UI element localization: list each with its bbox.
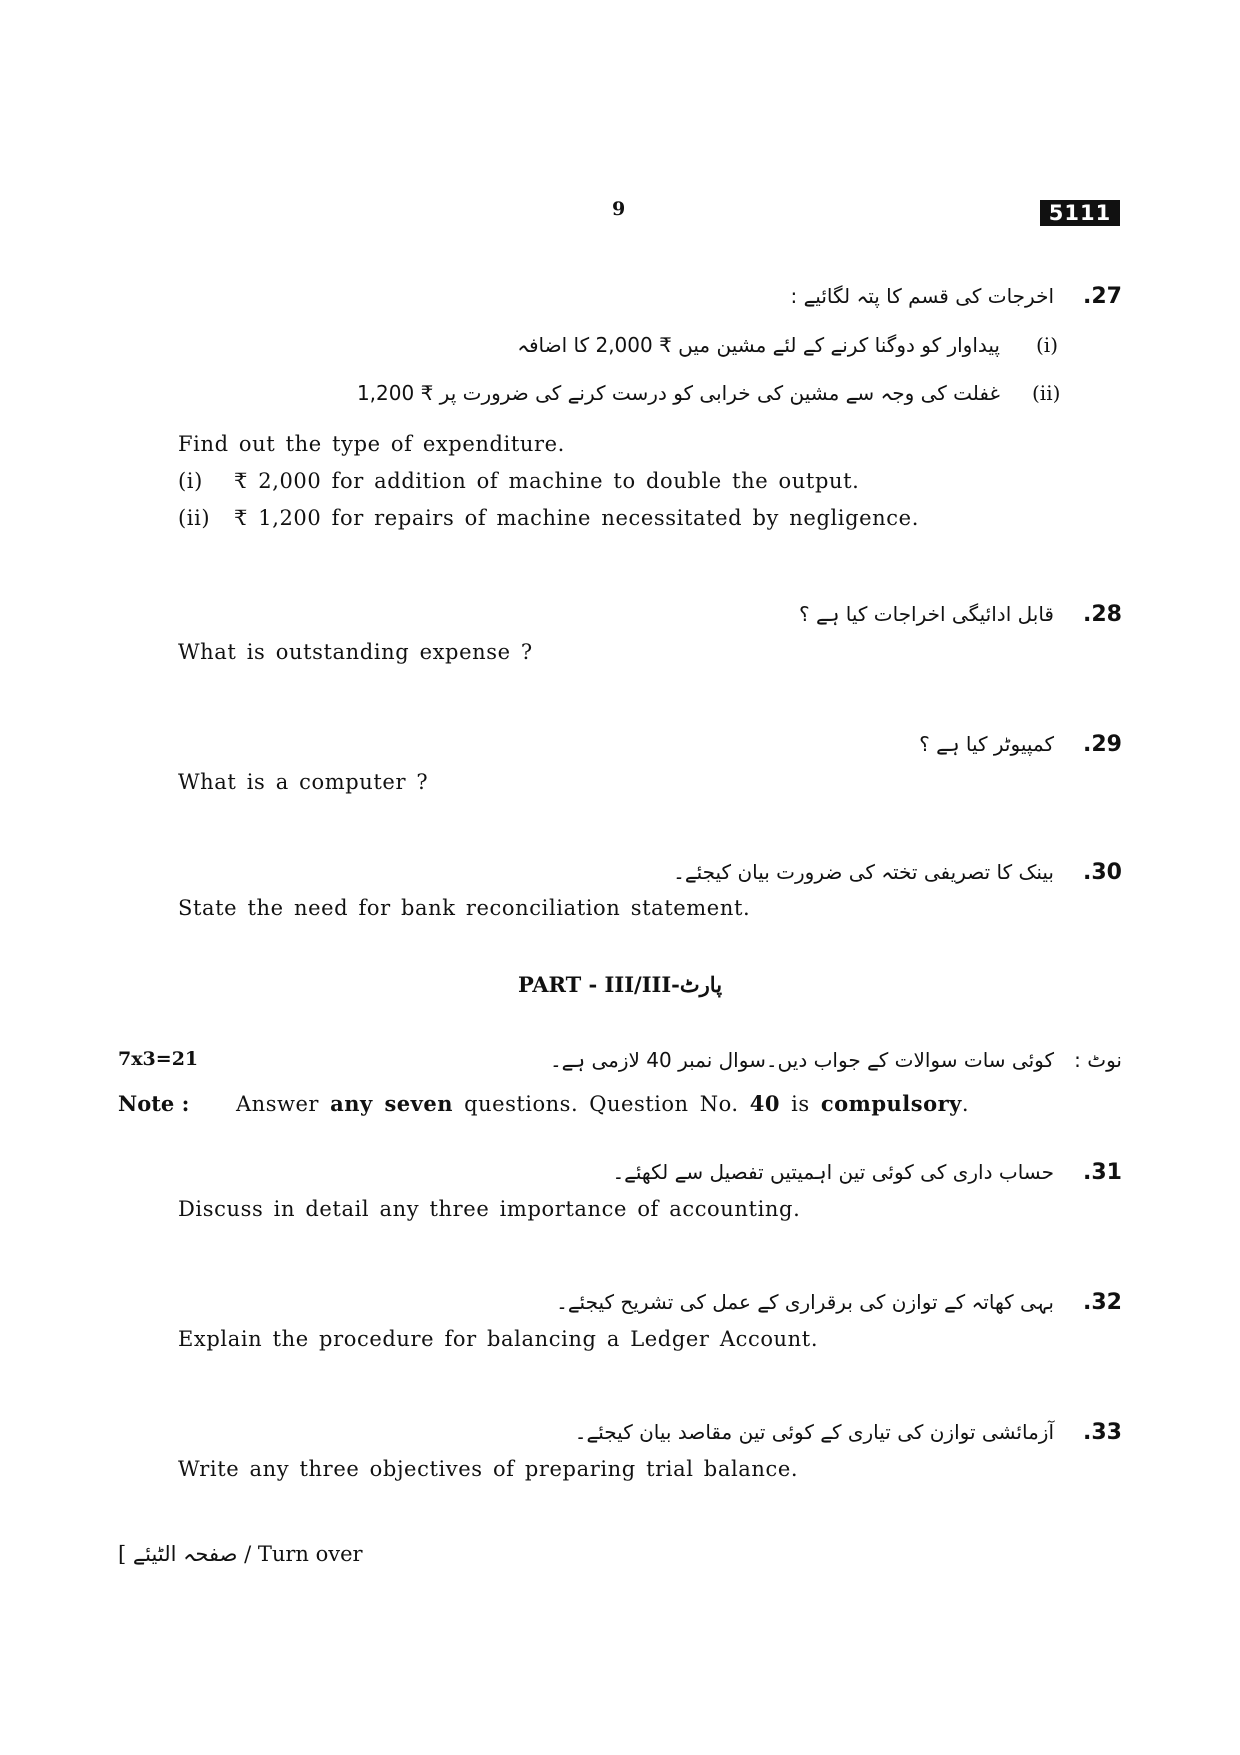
question-27-i-label: (i) bbox=[178, 469, 203, 493]
question-28-urdu: قابل ادائیگی اخراجات کیا ہے ؟ bbox=[799, 602, 1054, 626]
question-27-urdu-ii-label: (ii) bbox=[1032, 381, 1061, 405]
marks-allocation: 7x3=21 bbox=[118, 1048, 199, 1070]
question-29-urdu: کمپیوٹر کیا ہے ؟ bbox=[919, 732, 1054, 756]
turn-over-footer: [ صفحہ الٹیئے / Turn over bbox=[118, 1542, 363, 1566]
page-number: 9 bbox=[612, 198, 626, 220]
urdu-note-text: کوئی سات سوالات کے جواب دیں۔سوال نمبر 40 لازمی ہے۔ bbox=[549, 1048, 1054, 1072]
part-heading: PART - III/III-پارٹ bbox=[517, 972, 723, 997]
question-27-urdu-i-label: (i) bbox=[1036, 333, 1059, 357]
question-number-30: .30 bbox=[1083, 860, 1122, 885]
question-27-i-text: ₹ 2,000 for addition of machine to double the output. bbox=[234, 469, 860, 493]
question-31-english: Discuss in detail any three importance of accounting. bbox=[178, 1197, 801, 1221]
question-27-urdu: اخرجات کی قسم کا پتہ لگائیے : bbox=[790, 284, 1054, 308]
question-30-english: State the need for bank reconciliation statement. bbox=[178, 896, 751, 920]
question-32-urdu: بہی کھاتہ کے توازن کی برقراری کے عمل کی تشریح کیجئے۔ bbox=[556, 1290, 1054, 1314]
question-number-32: .32 bbox=[1083, 1290, 1122, 1315]
question-number-31: .31 bbox=[1083, 1160, 1122, 1185]
paper-code-badge: 5111 bbox=[1040, 200, 1120, 226]
question-28-english: What is outstanding expense ? bbox=[178, 640, 533, 664]
question-27-ii-text: ₹ 1,200 for repairs of machine necessitated by negligence. bbox=[234, 506, 919, 530]
question-27-english: Find out the type of expenditure. bbox=[178, 432, 565, 456]
question-number-29: .29 bbox=[1083, 732, 1122, 757]
question-32-english: Explain the procedure for balancing a Ledger Account. bbox=[178, 1327, 819, 1351]
question-31-urdu: حساب داری کی کوئی تین اہمیتیں تفصیل سے لکھئے۔ bbox=[612, 1160, 1054, 1184]
question-33-urdu: آزمائشی توازن کی تیاری کے کوئی تین مقاصد بیان کیجئے۔ bbox=[574, 1420, 1054, 1444]
note-label: Note : bbox=[118, 1091, 190, 1116]
question-27-ii-label: (ii) bbox=[178, 506, 211, 530]
question-number-27: .27 bbox=[1083, 284, 1122, 309]
urdu-note-label: نوٹ : bbox=[1074, 1048, 1122, 1072]
question-number-28: .28 bbox=[1083, 602, 1122, 627]
question-number-33: .33 bbox=[1083, 1420, 1122, 1445]
question-27-urdu-i: پیداوار کو دوگنا کرنے کے لئے مشین میں ₹ 2,000 کا اضافہ bbox=[517, 333, 1000, 357]
question-30-urdu: بینک کا تصریفی تختہ کی ضرورت بیان کیجئے۔ bbox=[673, 860, 1054, 884]
question-27-urdu-ii: غفلت کی وجہ سے مشین کی خرابی کو درست کرنے کی ضرورت پر ₹ 1,200 bbox=[356, 381, 1000, 405]
question-33-english: Write any three objectives of preparing trial balance. bbox=[178, 1457, 799, 1481]
note-text: Answer any seven questions. Question No. 40 is compulsory. bbox=[236, 1091, 970, 1116]
question-29-english: What is a computer ? bbox=[178, 770, 429, 794]
